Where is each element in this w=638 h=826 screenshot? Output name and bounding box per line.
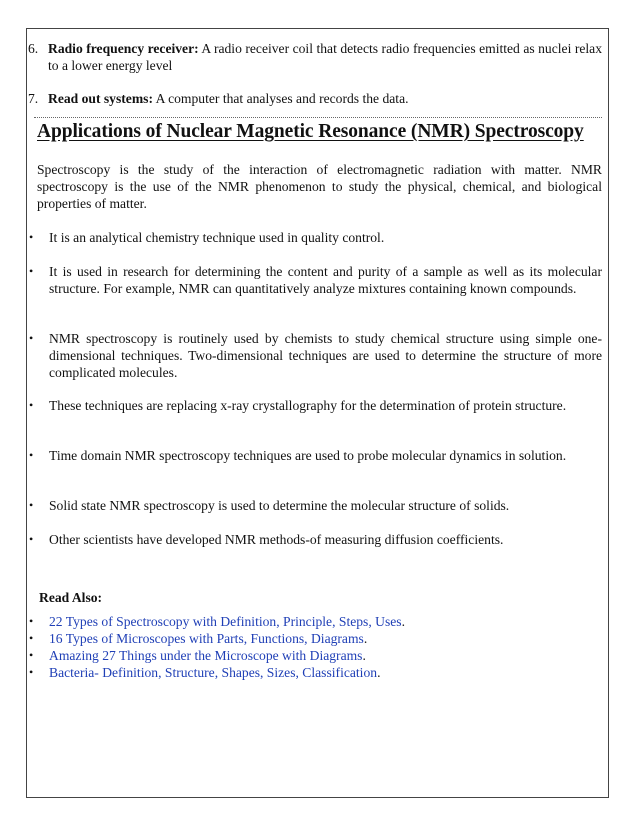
list-item — [29, 330, 602, 381]
link-period: . — [362, 648, 366, 663]
numbered-item-7 — [28, 90, 602, 107]
intro-paragraph: Spectroscopy is the study of the interaction of electromagnetic radiation with matter. NMR spectroscopy is the use of the NMR phenomenon to study the physical, chemical, and biological properties of matter. — [37, 162, 602, 211]
related-link[interactable]: Amazing 27 Things under the Microscope with Diagrams — [49, 648, 363, 663]
list-item-text: It is used in research for determining the content and purity of a sample as well as its molecular structure. For example, NMR can quantitatively analyze mixtures containing known compounds. — [49, 264, 602, 296]
list-item-text: These techniques are replacing x-ray crystallography for the determination of protein structure. — [49, 398, 567, 413]
bullet-icon: • — [29, 631, 34, 645]
list-item-text: NMR spectroscopy is routinely used by chemists to study chemical structure using simple one-dimensional techniques. Two-dimensional techniques are used to determine the structure of more complicated molecules. — [49, 331, 602, 380]
dotted-divider — [34, 117, 602, 118]
read-also-label: Read Also: — [39, 590, 103, 605]
related-link-item[interactable] — [29, 647, 366, 664]
bullet-icon: • — [29, 331, 34, 345]
related-link[interactable]: 16 Types of Microscopes with Parts, Functions, Diagrams — [49, 631, 364, 646]
list-item — [29, 447, 602, 464]
bullet-icon: • — [29, 614, 34, 628]
list-item — [29, 531, 602, 548]
item-number: 7. — [28, 91, 39, 106]
bullet-icon: • — [29, 532, 34, 546]
bullet-icon: • — [29, 264, 34, 278]
related-link-item[interactable] — [29, 613, 405, 630]
item-term: Read out systems: — [48, 91, 153, 106]
list-item-text: Other scientists have developed NMR methods-of measuring diffusion coefficients. — [49, 532, 504, 547]
list-item-text: It is an analytical chemistry technique used in quality control. — [49, 230, 385, 245]
item-description: A radio receiver coil that detects radio frequencies emitted as nuclei relax to a lower energy level — [48, 41, 602, 73]
item-number: 6. — [28, 41, 39, 56]
list-item — [29, 263, 602, 297]
related-link[interactable]: 22 Types of Spectroscopy with Definition, Principle, Steps, Uses — [49, 614, 402, 629]
related-link-item[interactable] — [29, 664, 380, 681]
link-period: . — [401, 614, 405, 629]
numbered-item-6 — [28, 40, 602, 74]
related-link-item[interactable] — [29, 630, 367, 647]
list-item-text: Solid state NMR spectroscopy is used to determine the molecular structure of solids. — [49, 498, 510, 513]
link-period: . — [377, 665, 381, 680]
list-item-text: Time domain NMR spectroscopy techniques are used to probe molecular dynamics in solution. — [49, 448, 567, 463]
item-description: A computer that analyses and records the data. — [152, 91, 409, 106]
list-item — [29, 497, 602, 514]
bullet-icon: • — [29, 448, 34, 462]
link-period: . — [363, 631, 368, 646]
bullet-icon: • — [29, 665, 34, 679]
bullet-icon: • — [29, 230, 34, 244]
item-term: Radio frequency receiver: — [48, 41, 199, 56]
list-item — [29, 229, 602, 246]
bullet-icon: • — [29, 498, 34, 512]
bullet-icon: • — [29, 648, 34, 662]
bullet-icon: • — [29, 398, 34, 412]
related-link[interactable]: Bacteria- Definition, Structure, Shapes, Sizes, Classification — [49, 665, 378, 680]
section-heading: Applications of Nuclear Magnetic Resonance (NMR) Spectroscopy — [37, 121, 584, 142]
list-item — [29, 397, 602, 414]
